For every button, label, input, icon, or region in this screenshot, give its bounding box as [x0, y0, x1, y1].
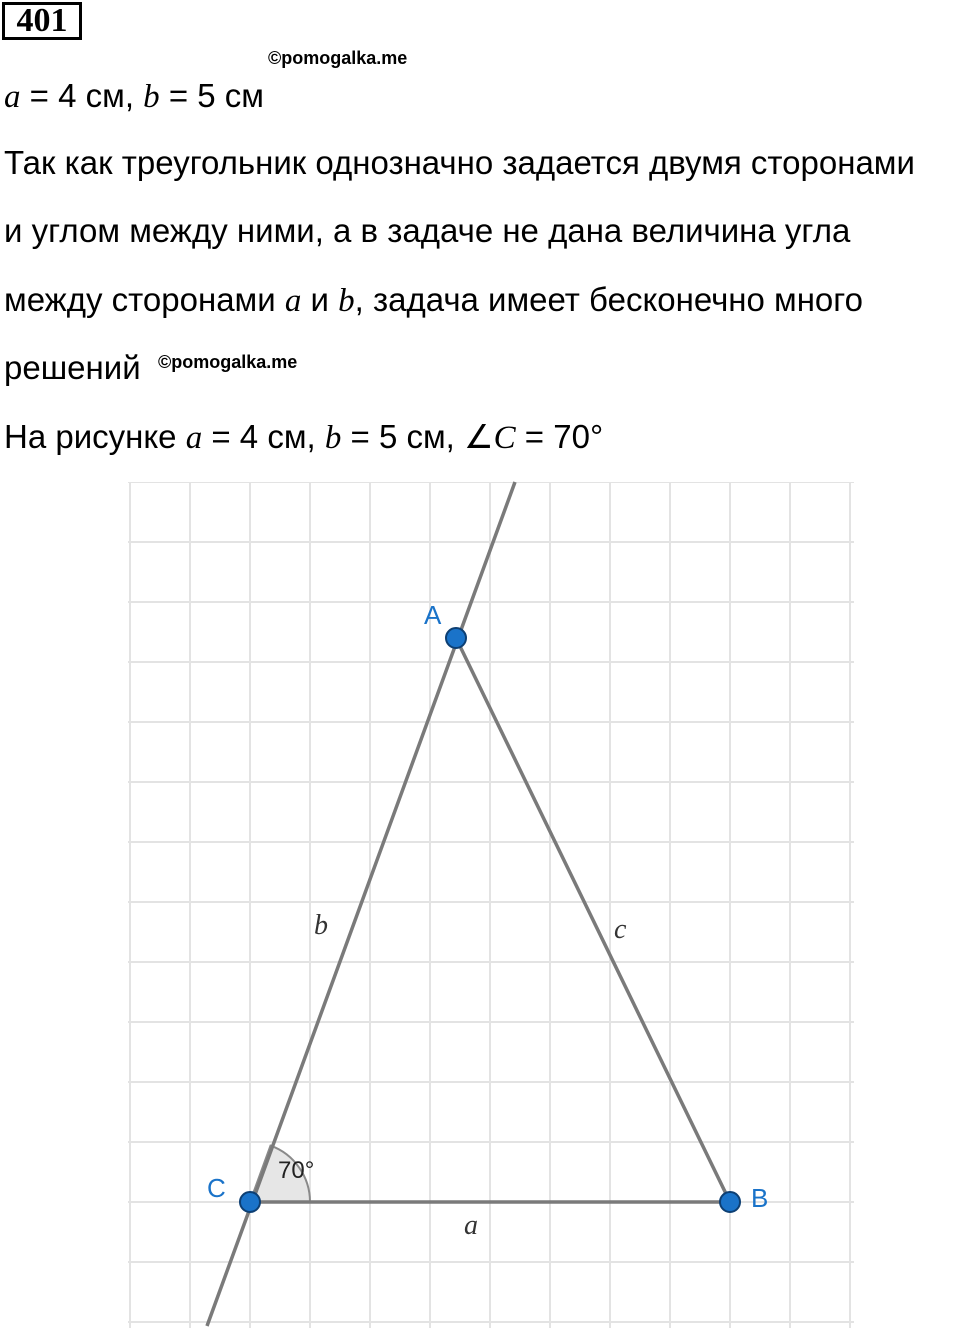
- paragraph-line-3-part1: между сторонами: [4, 281, 285, 318]
- caption-part4: = 70°: [515, 418, 604, 455]
- given-text-b: = 5 см: [159, 77, 264, 114]
- problem-number: 401: [2, 2, 82, 40]
- paragraph-line-4: решений: [4, 349, 141, 386]
- point-a: [446, 628, 466, 648]
- caption-part1: На рисунке: [4, 418, 186, 455]
- given-text-a: = 4 см,: [20, 77, 144, 114]
- angle-c-label: 70°: [278, 1157, 315, 1184]
- caption-var-c: C: [493, 420, 516, 456]
- point-b: [720, 1192, 740, 1212]
- side-c-label: c: [614, 914, 627, 945]
- caption-part3: = 5 см, ∠: [341, 418, 494, 455]
- point-c-label: C: [207, 1173, 226, 1203]
- point-a-label: A: [424, 600, 442, 630]
- paragraph-line-3-part3: , задача имеет бесконечно много: [354, 281, 863, 318]
- watermark-mid: ©pomogalka.me: [158, 352, 298, 372]
- paragraph-var-a: a: [284, 283, 302, 319]
- given-var-b: b: [143, 79, 160, 115]
- side-b-label: b: [314, 910, 328, 941]
- side-a-label: a: [464, 1210, 478, 1241]
- point-b-label: B: [751, 1183, 769, 1213]
- given-var-a: a: [4, 79, 21, 115]
- point-c: [240, 1192, 260, 1212]
- caption-part2: = 4 см,: [202, 418, 325, 455]
- paragraph-line-1: Так как треугольник однозначно задается двумя сторонами: [4, 144, 915, 181]
- watermark-top: ©pomogalka.me: [268, 48, 408, 68]
- paragraph-line-2: и углом между ними, а в задаче не дана величина угла: [4, 212, 851, 249]
- caption-var-a: a: [185, 420, 203, 456]
- paragraph-var-b: b: [338, 283, 355, 319]
- paragraph-line-3-part2: и: [301, 281, 339, 318]
- caption-var-b: b: [324, 420, 342, 456]
